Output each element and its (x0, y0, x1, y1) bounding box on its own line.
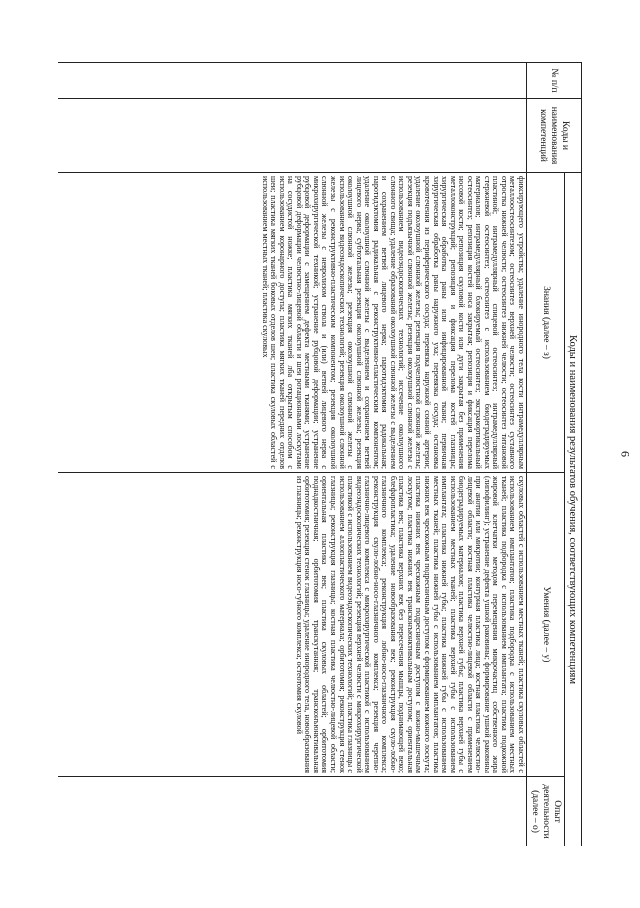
competency-table (58, 62, 582, 846)
header-num: № п/п (527, 63, 582, 99)
page-number: 6 (618, 451, 633, 457)
header-results: Коды и наименования результатов обучения, соответствующих компетенциям (565, 173, 582, 847)
cell-num (58, 63, 527, 99)
cell-skills: скуловых областей с использованием местных тканей; пластика скуловых областей с использованием имплантатов; пластика подбородка с использованием местных тканей; пластика подбородка с использованием имплантата; пластика подкожной жировой клетчатки методом перемещения микрочастиц собственного жира (липофилинг); устранение дефекта ушной раковины; формирование ушной раковины при анотии или микротии; контурная пластика лица; костная пластика челюстно-лицевой области; костная пластика челюстно-лицевой области с применением биодеградируемых материалов; пластика верхней губы; пластика верхней губы с использованием местных тканей; пластика верхней губы с использованием имплантата; пластика нижней губы; пластика нижней губы с использованием местных тканей; пластика нижней губы с использованием имплантатов; пластика нижних век чрескожным подресничным доступом с формированием кожного лоскута; пластика нижних век чрескожным подресничным доступом с кожно-мышечным лоскутом; пластика нижних век трансконъюнктивальным доступом; ориентальная пластика век; пластика верхних век без пересечения мышцы, поднимающей веко; блефаропластика; удаление новообразования век; реконструкция скуло-лобно-глазничного комплекса; реконструкция лобно-носо-глазничного комплекса; реконструкция скуло-лобно-носо-глазничного комплекса; резекция черепно-глазнично-лицевого комплекса с микрохирургической пластикой с использованием видеоэндоскопических технологий; резекция верхней челюсти с микрохирургической пластикой с использованием видеоэндоскопических технологий; пластика глазницы с использованием аллопластического материала; орбитотомия; реконструкция стенок глазницы; реконструкция глазницы; костная пластика челюстно-лицевой области; ориентальная пластика век; пластика скуловых областей; орбитотомия поднадкостничная; орбитотомия транскутанная; трансконъюнктивальная орбитотомия; резекция стенок глазницы; удаление инородного тела, новообразования из глазницы; реконструкция носо-губного комплекса; остеотомия скуловой (58, 473, 527, 777)
cell-codes (58, 99, 527, 173)
header-codes: Коды и наименования компетенций (527, 99, 582, 173)
header-experience: Опыт деятельности (далее – о) (527, 777, 565, 847)
table-row (58, 63, 527, 847)
cell-knowledge: фиксирующего устройства; удаление инородного тела кости интрамедуллярным металлоостеосинтезом; остеосинтез верхней челюсти; остеосинтез суставного отростка нижней челюсти; остеосинтез нижней челюсти; остеосинтез титановой пластиной; интрамедуллярный спицевой остеосинтез; интрамедуллярный стержневой остеосинтез; остеосинтез с использованием биодеградируемых материалов; интрамедуллярный блокируемый остеосинтез; экстракортикальный остеосинтез; репозиция костей носа закрытая; репозиция и фиксация перелома носовой кости; репозиция скуловой кости или дуги закрытая без применения металлоконструкций; репозиция и фиксация перелома костей глазницы; хирургическая обработка раны или инфицированной ткани; первичная хирургическая обработка раны наружного уха; перевязка сосуда; остановка кровотечения из периферического сосуда; перевязка наружной сонной артерии; удаление околоушной слюнной железы; резекция подчелюстной слюнной железы; резекция подъязычной слюнной железы; резекция околоушной слюнной железы с использованием видеоэндоскопических технологий; иссечение околоушного слюнного свища; удаление образований околоушной слюнной железы с выделением и сохранением ветвей лицевого нерва; паротидэктомия радикальная; паротидэктомия радикальная с реконструктивно-пластическим компонентом; удаление околоушной слюнной железы с выделением и сохранением ветвей лицевого нерва; субтотальная резекция околоушной слюнной железы; резекция околоушной слюнной железы; резекция околоушной слюнной железы с использованием видеоэндоскопических технологий; резекция околоушной слюнной железы с реконструктивно-пластическим компонентом; резекция околоушной слюнной железы с невролизом ствола и (или) ветвей лицевого нерва с микрохирургической техникой; устранение рубцовой деформации; устранение рубцовой деформации с замещением дефекта местными тканями; устранение рубцовой деформации челюстно-лицевой области и шеи ротационными лоскутами на сосудистой ножке; пластика мягких тканей лба открытым способом с использованием коронарного доступа; пластика мягких тканей передних отделов шеи; пластика мягких тканей боковых отделов шеи; пластика скуловых областей с использованием местных тканей; пластика скуловых (58, 173, 527, 473)
rotated-page (58, 62, 582, 846)
landscape-table-frame (58, 62, 582, 846)
header-knowledge: Знания (далее – з) (527, 173, 565, 473)
header-skills: Умения (далее – у) (527, 473, 565, 777)
cell-experience (58, 777, 527, 847)
